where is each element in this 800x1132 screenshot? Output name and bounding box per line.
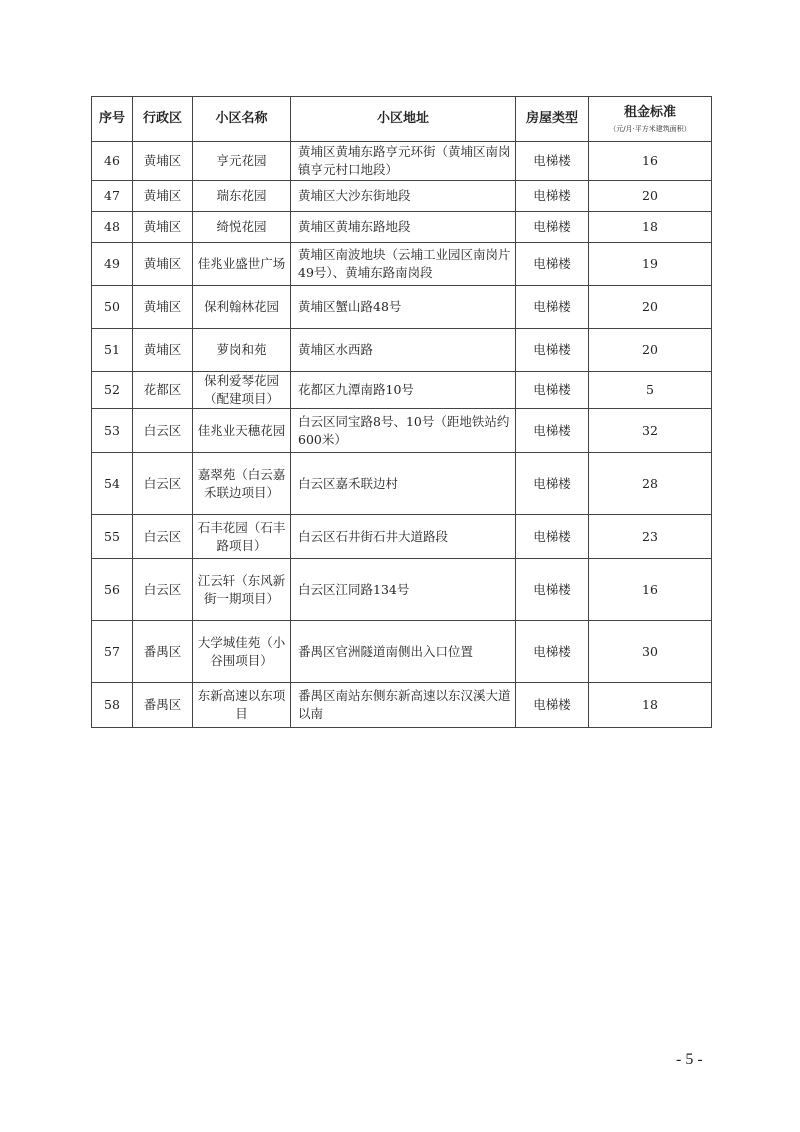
cell-community-name: 保利翰林花园 (193, 286, 291, 329)
cell-community-name: 大学城佳苑（小谷围项目） (193, 621, 291, 683)
cell-community-address: 白云区石井街石井大道路段 (291, 515, 516, 559)
cell-rent: 32 (589, 409, 712, 453)
cell-seq: 53 (92, 409, 133, 453)
cell-community-name: 石丰花园（石丰路项目） (193, 515, 291, 559)
cell-district: 黄埔区 (133, 243, 193, 286)
cell-district: 白云区 (133, 515, 193, 559)
cell-community-name: 亨元花园 (193, 142, 291, 181)
table-row (92, 329, 712, 372)
cell-community-name: 东新高速以东项目 (193, 683, 291, 728)
cell-community-name: 嘉翠苑（白云嘉禾联边项目） (193, 453, 291, 515)
cell-seq: 54 (92, 453, 133, 515)
cell-community-address: 白云区嘉禾联边村 (291, 453, 516, 515)
cell-district: 白云区 (133, 559, 193, 621)
housing-table (91, 96, 712, 728)
table-row (92, 212, 712, 243)
table-row (92, 286, 712, 329)
page-number: - 5 - (676, 1051, 703, 1068)
cell-house-type: 电梯楼 (516, 142, 589, 181)
cell-community-address: 黄埔区黄埔东路地段 (291, 212, 516, 243)
table-row (92, 559, 712, 621)
cell-community-name: 保利爱琴花园（配建项目） (193, 372, 291, 409)
cell-seq: 47 (92, 181, 133, 212)
cell-community-name: 瑞东花园 (193, 181, 291, 212)
cell-community-address: 番禺区官洲隧道南侧出入口位置 (291, 621, 516, 683)
cell-rent: 18 (589, 212, 712, 243)
cell-seq: 57 (92, 621, 133, 683)
cell-house-type: 电梯楼 (516, 372, 589, 409)
cell-seq: 52 (92, 372, 133, 409)
cell-rent: 23 (589, 515, 712, 559)
cell-district: 白云区 (133, 453, 193, 515)
header-community-address: 小区地址 (291, 97, 516, 142)
header-house-type: 房屋类型 (516, 97, 589, 142)
header-seq: 序号 (92, 97, 133, 142)
cell-community-address: 番禺区南站东侧东新高速以东汉溪大道以南 (291, 683, 516, 728)
table-row (92, 453, 712, 515)
cell-district: 番禺区 (133, 683, 193, 728)
cell-community-address: 黄埔区大沙东街地段 (291, 181, 516, 212)
cell-seq: 49 (92, 243, 133, 286)
cell-community-name: 佳兆业盛世广场 (193, 243, 291, 286)
cell-district: 花都区 (133, 372, 193, 409)
cell-community-name: 萝岗和苑 (193, 329, 291, 372)
cell-house-type: 电梯楼 (516, 286, 589, 329)
cell-rent: 5 (589, 372, 712, 409)
cell-rent: 20 (589, 181, 712, 212)
cell-community-address: 花都区九潭南路10号 (291, 372, 516, 409)
header-rent-standard (589, 97, 712, 142)
cell-community-name: 绮悦花园 (193, 212, 291, 243)
cell-district: 番禺区 (133, 621, 193, 683)
cell-community-name: 江云轩（东风新街一期项目） (193, 559, 291, 621)
rent-standard-title: 租金标准 (623, 105, 676, 120)
cell-house-type: 电梯楼 (516, 181, 589, 212)
cell-seq: 56 (92, 559, 133, 621)
cell-community-address: 黄埔区水西路 (291, 329, 516, 372)
cell-district: 黄埔区 (133, 181, 193, 212)
cell-rent: 20 (589, 329, 712, 372)
cell-district: 黄埔区 (133, 329, 193, 372)
table-header-row (92, 97, 712, 142)
rent-standard-unit: （元/月·平方米建筑面积） (609, 125, 691, 133)
table-row (92, 683, 712, 728)
cell-rent: 16 (589, 559, 712, 621)
cell-rent: 30 (589, 621, 712, 683)
cell-community-address: 白云区江同路134号 (291, 559, 516, 621)
table-row (92, 243, 712, 286)
table-row (92, 409, 712, 453)
header-community-name: 小区名称 (193, 97, 291, 142)
cell-house-type: 电梯楼 (516, 409, 589, 453)
cell-seq: 51 (92, 329, 133, 372)
cell-house-type: 电梯楼 (516, 453, 589, 515)
table-row (92, 142, 712, 181)
header-district: 行政区 (133, 97, 193, 142)
cell-rent: 19 (589, 243, 712, 286)
table-row (92, 515, 712, 559)
cell-rent: 20 (589, 286, 712, 329)
cell-community-address: 白云区同宝路8号、10号（距地铁站约600米） (291, 409, 516, 453)
cell-rent: 18 (589, 683, 712, 728)
cell-community-address: 黄埔区蟹山路48号 (291, 286, 516, 329)
cell-house-type: 电梯楼 (516, 515, 589, 559)
cell-house-type: 电梯楼 (516, 559, 589, 621)
cell-district: 白云区 (133, 409, 193, 453)
cell-community-address: 黄埔区南波地块（云埔工业园区南岗片49号）、黄埔东路南岗段 (291, 243, 516, 286)
table-body (92, 142, 712, 728)
cell-seq: 46 (92, 142, 133, 181)
cell-community-address: 黄埔区黄埔东路亨元环街（黄埔区南岗镇亨元村口地段） (291, 142, 516, 181)
cell-rent: 16 (589, 142, 712, 181)
cell-community-name: 佳兆业天穗花园 (193, 409, 291, 453)
cell-seq: 50 (92, 286, 133, 329)
cell-district: 黄埔区 (133, 286, 193, 329)
cell-seq: 48 (92, 212, 133, 243)
cell-rent: 28 (589, 453, 712, 515)
cell-house-type: 电梯楼 (516, 329, 589, 372)
table-row (92, 372, 712, 409)
cell-house-type: 电梯楼 (516, 243, 589, 286)
cell-house-type: 电梯楼 (516, 683, 589, 728)
cell-seq: 58 (92, 683, 133, 728)
cell-district: 黄埔区 (133, 142, 193, 181)
cell-house-type: 电梯楼 (516, 212, 589, 243)
table-row (92, 621, 712, 683)
table-row (92, 181, 712, 212)
cell-house-type: 电梯楼 (516, 621, 589, 683)
cell-seq: 55 (92, 515, 133, 559)
cell-district: 黄埔区 (133, 212, 193, 243)
